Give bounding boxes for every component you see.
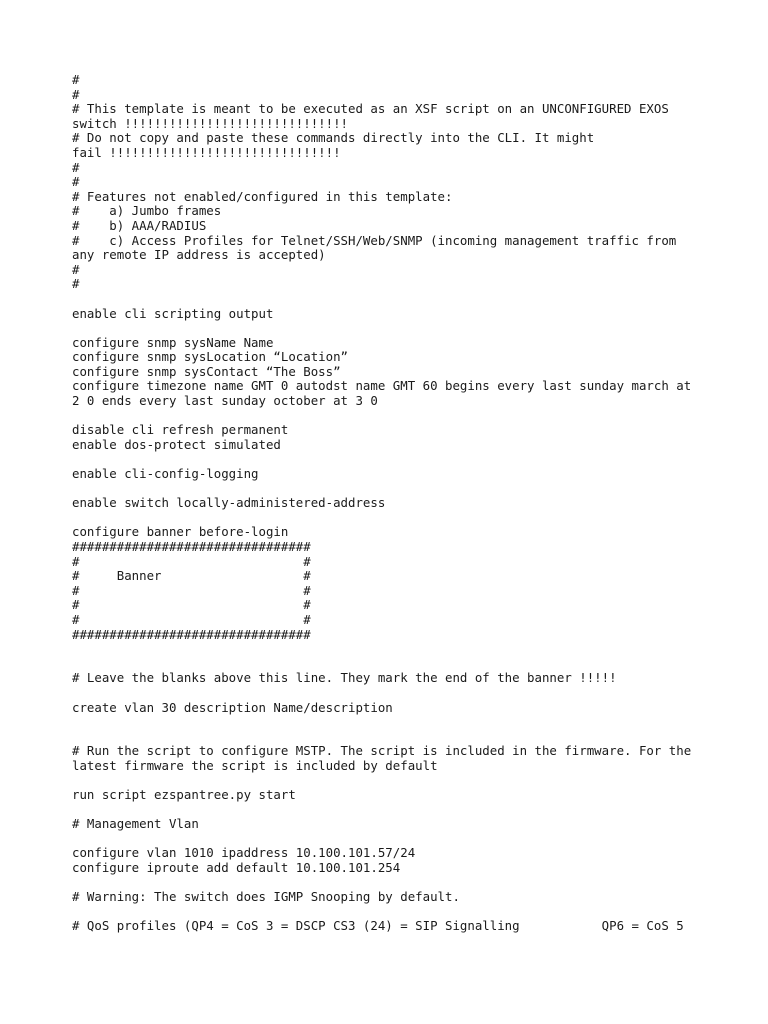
document-line: ################################	[72, 539, 311, 554]
document-line: #	[72, 261, 80, 277]
document-line: configure banner before-login	[72, 524, 289, 540]
document-line: #	[72, 72, 80, 87]
document-line: configure vlan 1010 ipaddress 10.100.101.57/24	[72, 845, 416, 861]
document-line: enable dos-protect simulated	[72, 436, 281, 452]
document-line: # #	[72, 597, 311, 613]
document-line: # Do not copy and paste these commands directly into the CLI. It might	[72, 130, 595, 146]
document-line: # Leave the blanks above this line. They mark the end of the banner !!!!!	[72, 670, 617, 686]
document-line: latest firmware the script is included by default	[72, 757, 438, 773]
document-line: run script ezspantree.py start	[72, 787, 296, 803]
document-line: #	[72, 159, 80, 175]
document-line: #	[72, 174, 80, 190]
document-line: # #	[72, 553, 311, 569]
document-line: configure snmp sysContact “The Boss”	[72, 363, 341, 379]
document-line: # QoS profiles (QP4 = CoS 3 = DSCP CS3 (24) = SIP Signalling QP6 = CoS 5	[72, 918, 684, 934]
document-line: # Features not enabled/configured in this template:	[72, 188, 453, 204]
document-line: switch !!!!!!!!!!!!!!!!!!!!!!!!!!!!!!	[72, 115, 349, 131]
document-line: # This template is meant to be executed as an XSF script on an UNCONFIGURED EXOS	[72, 101, 669, 117]
document-line: ################################	[72, 626, 311, 642]
document-line: # b) AAA/RADIUS	[72, 217, 207, 233]
document-line: enable cli-config-logging	[72, 466, 259, 482]
document-line: configure iproute add default 10.100.101.254	[72, 860, 401, 876]
config-script-text	[72, 73, 752, 934]
document-line: # #	[72, 582, 311, 598]
document-line: configure snmp sysName Name	[72, 334, 274, 350]
document-line: any remote IP address is accepted)	[72, 247, 326, 263]
document-line: disable cli refresh permanent	[72, 422, 289, 438]
document-line: configure timezone name GMT 0 autodst name GMT 60 begins every last sunday march at	[72, 378, 692, 394]
document-line: enable switch locally-administered-address	[72, 495, 386, 511]
document-line: # Management Vlan	[72, 816, 199, 832]
document-line: fail !!!!!!!!!!!!!!!!!!!!!!!!!!!!!!!	[72, 144, 341, 160]
document-line: # Warning: The switch does IGMP Snooping by default.	[72, 889, 460, 905]
document-line: #	[72, 86, 80, 102]
document-line: create vlan 30 description Name/description	[72, 699, 393, 715]
document-line: # #	[72, 611, 311, 627]
document-page	[72, 73, 752, 934]
document-line: # Run the script to configure MSTP. The script is included in the firmware. For the	[72, 743, 692, 759]
document-line: # c) Access Profiles for Telnet/SSH/Web/SNMP (incoming management traffic from	[72, 232, 677, 248]
document-line: configure snmp sysLocation “Location”	[72, 349, 349, 365]
document-line: enable cli scripting output	[72, 305, 274, 321]
document-line: # a) Jumbo frames	[72, 203, 222, 219]
document-line: # Banner #	[72, 568, 311, 584]
document-line: 2 0 ends every last sunday october at 3 0	[72, 393, 378, 409]
document-line: #	[72, 276, 80, 292]
